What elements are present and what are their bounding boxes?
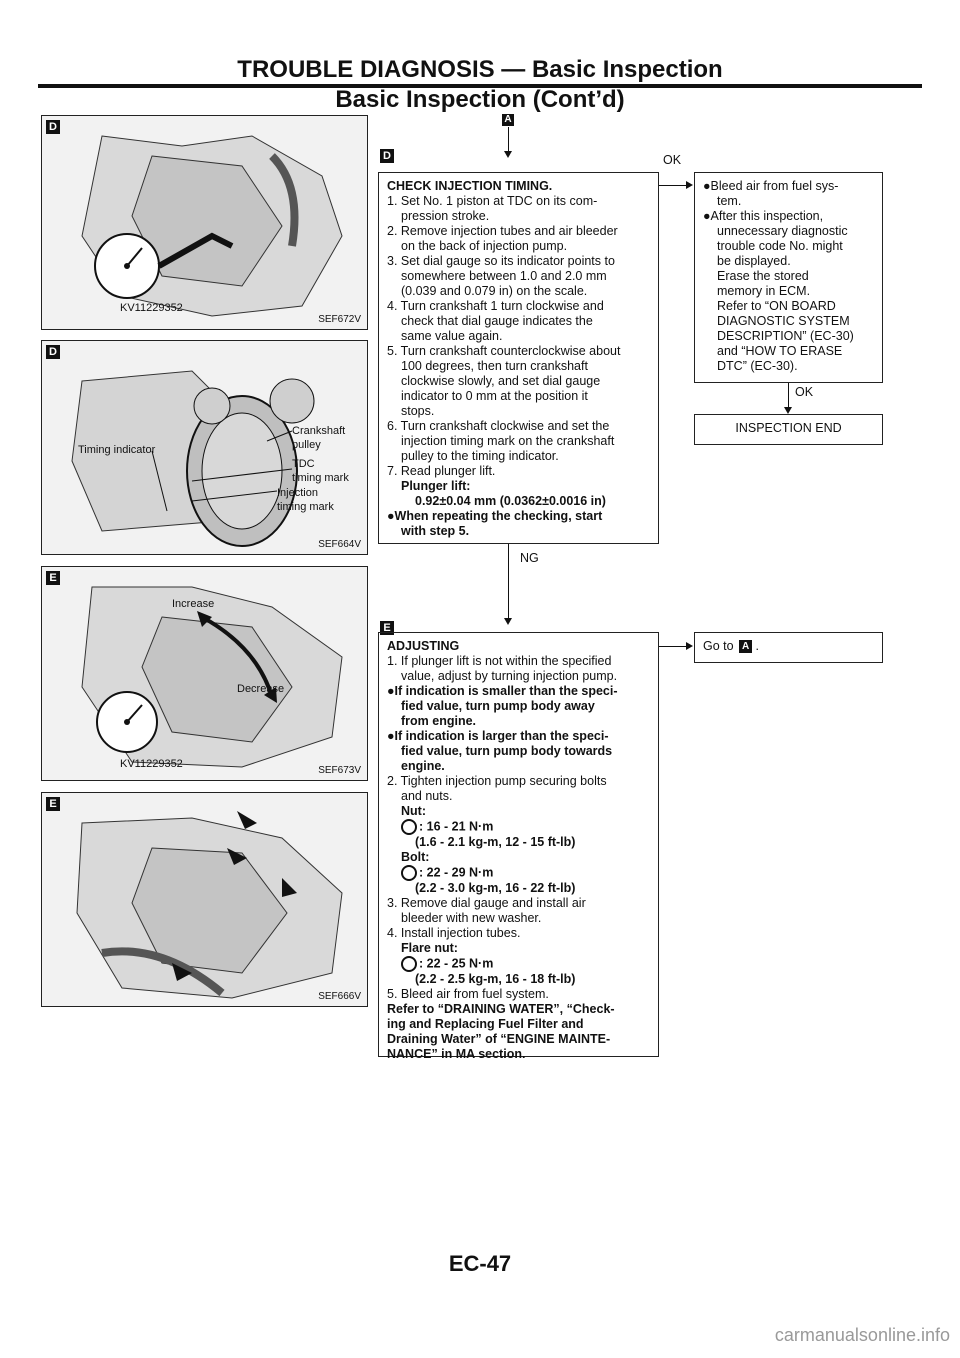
flow-connector	[788, 383, 789, 409]
inspection-end-box	[694, 414, 883, 445]
figure-marker-e: E	[46, 797, 60, 811]
box-line: CHECK INJECTION TIMING.	[387, 179, 553, 193]
box-line: Plunger lift:	[401, 479, 471, 493]
torque-value: : 22 - 29 N·m	[419, 865, 494, 880]
box-line: 6. Turn crankshaft clockwise and set the	[387, 419, 610, 433]
flow-connector	[508, 127, 509, 153]
entry-marker-a: A	[502, 114, 514, 126]
pump-adjust-illustration	[42, 567, 367, 780]
torque-wrench-icon	[401, 956, 417, 972]
footer-watermark: carmanualsonline.info	[774, 1325, 950, 1345]
box-line: unnecessary diagnostic	[717, 224, 848, 238]
box-line: from engine.	[401, 714, 477, 728]
box-line: ●After this inspection,	[703, 209, 824, 223]
tool-number-label: KV11229352	[120, 758, 183, 770]
box-line: be displayed.	[717, 254, 791, 268]
box-line: ●If indication is larger than the speci-	[387, 729, 609, 743]
flow-arrow	[504, 151, 512, 158]
box-line: and nuts.	[401, 789, 453, 803]
label-injection: Injection	[277, 487, 318, 499]
box-line: with step 5.	[401, 524, 470, 538]
box-line: 1. Set No. 1 piston at TDC on its com-	[387, 194, 598, 208]
figure-code: SEF673V	[318, 765, 361, 776]
box-line	[387, 819, 650, 835]
box-line: 3. Remove dial gauge and install air	[387, 896, 586, 910]
figure-sef664v	[41, 340, 368, 555]
figure-marker-d: D	[46, 345, 60, 359]
box-line: 100 degrees, then turn crankshaft	[401, 359, 588, 373]
figure-sef673v	[41, 566, 368, 781]
tool-number-label: KV11229352	[120, 302, 183, 314]
figure-code: SEF666V	[318, 991, 361, 1002]
torque-value: : 22 - 25 N·m	[419, 956, 494, 971]
box-line: pression stroke.	[401, 209, 490, 223]
label-crankshaft: Crankshaft	[292, 425, 346, 437]
box-line: ADJUSTING	[387, 639, 460, 653]
box-line: DIAGNOSTIC SYSTEM	[717, 314, 850, 328]
page-number: EC-47	[448, 1251, 512, 1276]
box-line	[387, 865, 650, 881]
box-line: Draining Water” of “ENGINE MAINTE-	[387, 1032, 611, 1046]
box-line: Refer to “ON BOARD	[717, 299, 836, 313]
label-decrease: Decrease	[237, 683, 285, 695]
box-line: trouble code No. might	[717, 239, 843, 253]
box-line: somewhere between 1.0 and 2.0 mm	[401, 269, 607, 283]
figure-code: SEF672V	[318, 314, 361, 325]
box-line: 2. Tighten injection pump securing bolts	[387, 774, 607, 788]
box-line: 4. Install injection tubes.	[387, 926, 521, 940]
goto-marker-a[interactable]: A	[739, 640, 752, 653]
label-increase: Increase	[172, 598, 215, 610]
inspection-end-text: INSPECTION END	[735, 421, 842, 435]
pulley-illustration	[42, 341, 367, 554]
box-line	[387, 956, 650, 972]
box-line: tem.	[717, 194, 742, 208]
box-line: and “HOW TO ERASE	[717, 344, 843, 358]
box-line: 5. Turn crankshaft counterclockwise about	[387, 344, 621, 358]
figure-marker-e: E	[46, 571, 60, 585]
adjusting-box	[378, 632, 659, 1061]
box-line: (1.6 - 2.1 kg-m, 12 - 15 ft-lb)	[415, 835, 576, 849]
torque-wrench-icon	[401, 865, 417, 881]
flow-connector	[659, 185, 687, 186]
box-line: injection timing mark on the crankshaft	[401, 434, 615, 448]
ok-label: OK	[663, 153, 682, 167]
flow-arrow	[504, 618, 512, 625]
figure-marker-d: D	[46, 120, 60, 134]
torque-wrench-icon	[401, 819, 417, 835]
box-line: ●Bleed air from fuel sys-	[703, 179, 839, 193]
flow-arrow	[686, 181, 693, 189]
engine-illustration	[42, 116, 367, 329]
label-tdc-mark: timing mark	[292, 472, 349, 484]
flow-arrow	[686, 642, 693, 650]
box-line: Flare nut:	[401, 941, 458, 955]
label-pulley: pulley	[292, 439, 321, 451]
section-title: TROUBLE DIAGNOSIS — Basic Inspection	[237, 56, 723, 83]
flow-connector	[508, 544, 509, 620]
box-line: on the back of injection pump.	[401, 239, 568, 253]
box-line: DTC” (EC-30).	[717, 359, 798, 373]
box-line: check that dial gauge indicates the	[401, 314, 593, 328]
box-line: pulley to the timing indicator.	[401, 449, 559, 463]
box-line: indicator to 0 mm at the position it	[401, 389, 588, 403]
box-line: 0.92±0.04 mm (0.0362±0.0016 in)	[415, 494, 606, 508]
bolts-illustration	[42, 793, 367, 1006]
box-line: ing and Replacing Fuel Filter and	[387, 1017, 584, 1031]
flow-connector	[659, 646, 687, 647]
box-line: Nut:	[401, 804, 426, 818]
box-line: ●When repeating the checking, start	[387, 509, 603, 523]
label-timing-indicator: Timing indicator	[78, 444, 156, 456]
box-line: memory in ECM.	[717, 284, 811, 298]
box-line: Bolt:	[401, 850, 430, 864]
figure-sef672v	[41, 115, 368, 330]
box-line: 2. Remove injection tubes and air bleeder	[387, 224, 618, 238]
flow-arrow	[784, 407, 792, 414]
goto-box	[694, 632, 883, 663]
box-line: 7. Read plunger lift.	[387, 464, 496, 478]
box-line: 5. Bleed air from fuel system.	[387, 987, 549, 1001]
box-line: same value again.	[401, 329, 503, 343]
section-subtitle: Basic Inspection (Cont’d)	[335, 86, 625, 113]
label-injection-mark: timing mark	[277, 501, 334, 513]
step-marker-d: D	[380, 149, 394, 163]
step-marker-e: E	[380, 621, 394, 635]
box-line: fied value, turn pump body towards	[401, 744, 613, 758]
box-line: engine.	[401, 759, 445, 773]
box-line: Erase the stored	[717, 269, 809, 283]
box-line: (0.039 and 0.079 in) on the scale.	[401, 284, 588, 298]
box-line: fied value, turn pump body away	[401, 699, 595, 713]
box-line: 4. Turn crankshaft 1 turn clockwise and	[387, 299, 604, 313]
figure-sef666v	[41, 792, 368, 1007]
box-line: value, adjust by turning injection pump.	[401, 669, 618, 683]
box-line: NANCE” in MA section.	[387, 1047, 526, 1061]
label-tdc: TDC	[292, 458, 315, 470]
ng-label: NG	[520, 551, 539, 565]
box-line: (2.2 - 2.5 kg-m, 16 - 18 ft-lb)	[415, 972, 576, 986]
box-line: ●If indication is smaller than the speci-	[387, 684, 618, 698]
box-line: 3. Set dial gauge so its indicator points to	[387, 254, 615, 268]
box-line: Refer to “DRAINING WATER”, “Check-	[387, 1002, 615, 1016]
ok-result-box	[694, 172, 883, 383]
box-line: bleeder with new washer.	[401, 911, 542, 925]
box-line: (2.2 - 3.0 kg-m, 16 - 22 ft-lb)	[415, 881, 576, 895]
ok-label-2: OK	[795, 385, 814, 399]
check-injection-timing-box	[378, 172, 659, 544]
box-line: 1. If plunger lift is not within the specified	[387, 654, 612, 668]
box-line: DESCRIPTION” (EC-30)	[717, 329, 854, 343]
goto-prefix: Go to	[703, 639, 734, 653]
box-line: clockwise slowly, and set dial gauge	[401, 374, 601, 388]
box-line: stops.	[401, 404, 435, 418]
figure-code: SEF664V	[318, 539, 361, 550]
torque-value: : 16 - 21 N·m	[419, 819, 494, 834]
goto-suffix: .	[755, 639, 760, 653]
